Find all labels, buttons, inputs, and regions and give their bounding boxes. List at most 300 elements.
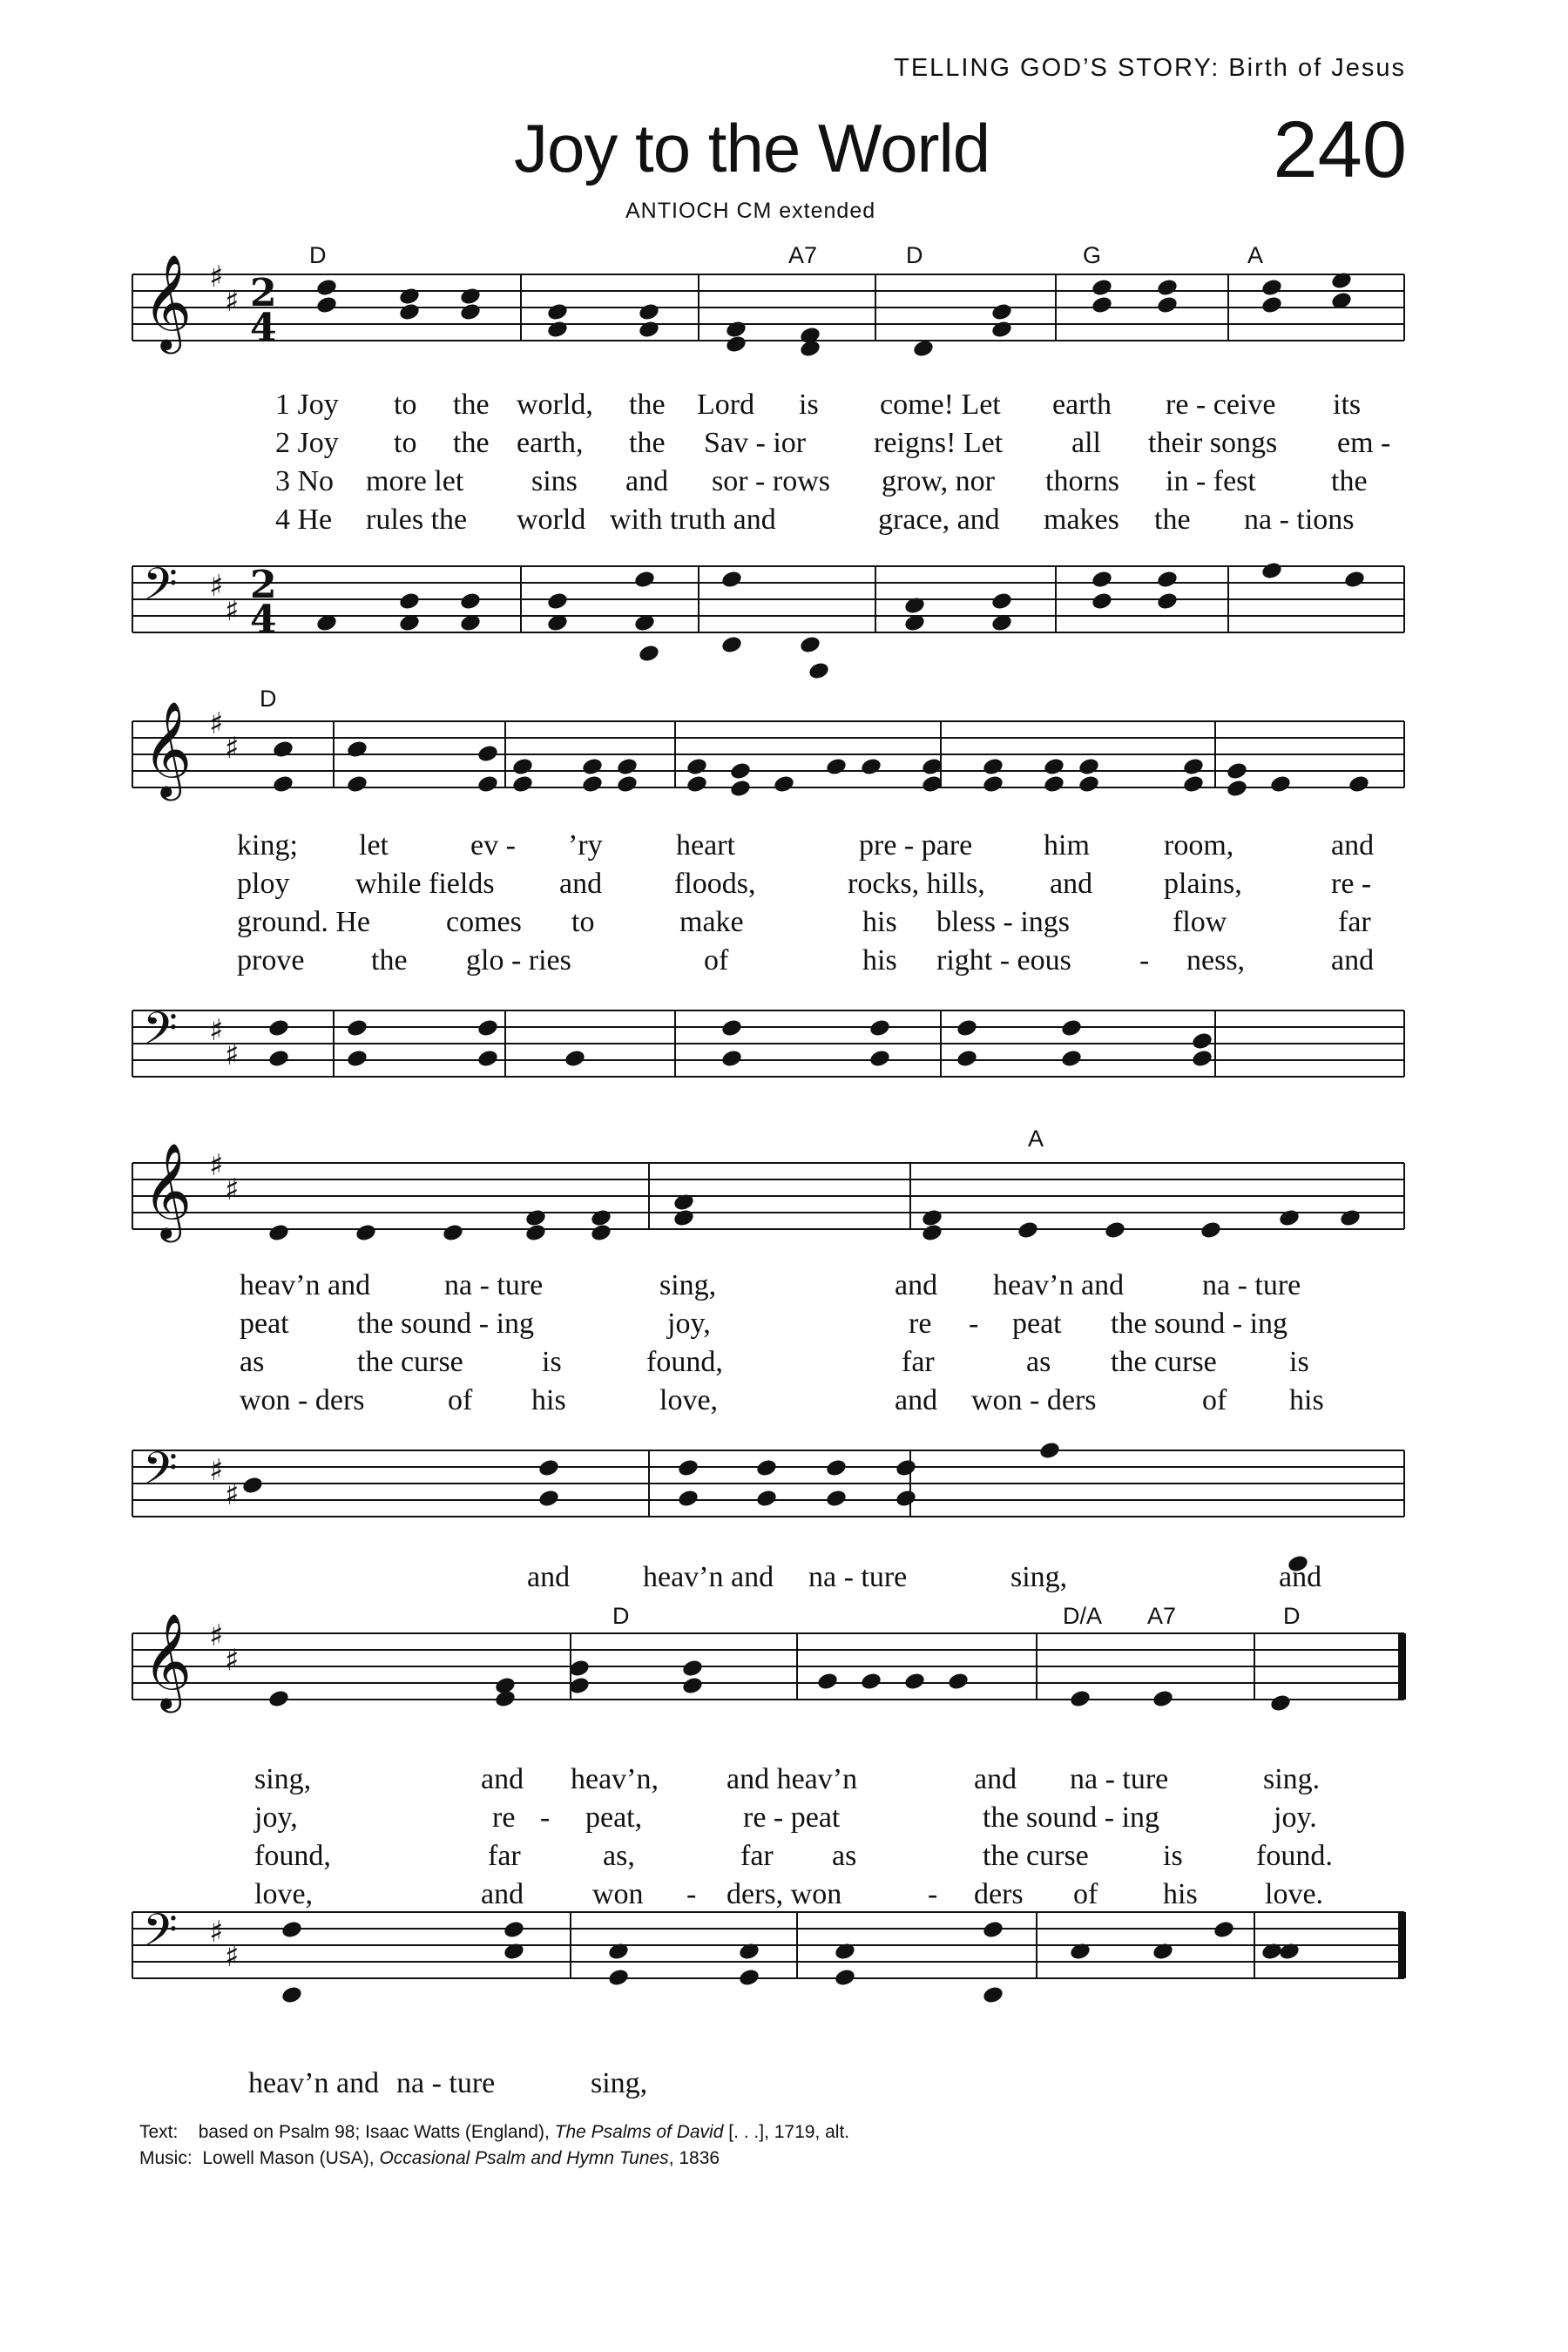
note-head: [346, 1048, 368, 1068]
lyric-syllable: and: [625, 465, 669, 497]
lyric-syllable: him: [1044, 829, 1090, 862]
lyric-syllable: ev -: [470, 829, 516, 862]
bass-clef-icon: 𝄢: [143, 558, 178, 621]
time-signature: 2: [250, 563, 277, 607]
lyric-syllable: sor - rows: [712, 465, 830, 497]
sharp-icon: ♯: [225, 1939, 240, 1974]
note-head: [1091, 569, 1113, 589]
note-head: [537, 1488, 560, 1508]
note-head: [564, 1048, 586, 1068]
note-head: [982, 1919, 1004, 1939]
note-head: [1069, 1941, 1092, 1961]
final-barline: [1398, 1633, 1406, 1700]
note-head: [1104, 1220, 1126, 1240]
note-head: [686, 756, 708, 776]
note-head: [638, 301, 660, 321]
section-header: TELLING GOD’S STORY: Birth of Jesus: [894, 54, 1406, 82]
note-head: [1348, 774, 1370, 794]
note-head: [825, 1457, 848, 1477]
lyric-syllable: his: [1163, 1878, 1198, 1910]
note-head: [720, 634, 743, 654]
lyric-syllable: and: [481, 1763, 524, 1795]
note-head: [738, 1967, 760, 1987]
bass-clef-icon: 𝄢: [143, 1442, 178, 1505]
note-head: [1260, 1941, 1283, 1961]
lyric-syllable: to: [394, 389, 417, 421]
sharp-icon: ♯: [209, 1619, 224, 1653]
lyric-syllable: heav’n,: [571, 1763, 659, 1795]
note-head: [681, 1658, 704, 1678]
lyric-syllable: heav’n and: [240, 1269, 371, 1301]
lyric-syllable: make: [679, 906, 744, 938]
note-head: [355, 1222, 377, 1242]
chord-symbol: A: [1247, 242, 1264, 268]
lyric-syllable: more let: [366, 465, 464, 497]
note-head: [1226, 778, 1248, 798]
lyric-syllable: and: [974, 1763, 1017, 1795]
note-head: [816, 1671, 839, 1691]
treble-clef-icon: 𝄞: [143, 1143, 193, 1239]
lyric-syllable: grace, and: [878, 504, 1000, 536]
note-head: [267, 1017, 290, 1037]
note-head: [267, 1048, 290, 1068]
lyric-syllable: of: [448, 1384, 473, 1416]
lyric-syllable: ground. He: [237, 906, 370, 938]
lyric-syllable: his: [862, 906, 897, 938]
bass-lyric: and: [1279, 1561, 1322, 1593]
lyric-syllable: rules the: [366, 504, 468, 536]
note-head: [1269, 774, 1292, 794]
note-head: [738, 1941, 760, 1961]
lyric-syllable: bless - ings: [936, 906, 1070, 938]
note-head: [633, 569, 656, 589]
chord-symbol: D: [906, 242, 923, 268]
note-head: [1078, 774, 1100, 794]
lyric-syllable: heav’n and: [993, 1269, 1125, 1301]
lyric-syllable: all: [1071, 427, 1101, 459]
lyric-syllable: 1 Joy: [275, 389, 339, 421]
time-signature: 4: [250, 598, 277, 642]
note-head: [241, 1475, 264, 1495]
lyric-syllable: na - ture: [444, 1269, 544, 1301]
note-head: [1182, 774, 1205, 794]
note-head: [607, 1941, 630, 1961]
lyric-syllable: and: [1050, 868, 1093, 900]
lyric-syllable: won - ders: [971, 1384, 1097, 1416]
final-barline: [1398, 1912, 1406, 1978]
note-head: [990, 319, 1013, 339]
bass-lyric: na - ture: [808, 1561, 908, 1593]
lyric-syllable: and: [1331, 944, 1375, 977]
treble-clef-icon: 𝄞: [143, 701, 193, 797]
note-head: [672, 1192, 695, 1212]
note-head: [677, 1457, 700, 1477]
credit-text: , 1836: [668, 2148, 720, 2168]
note-head: [1200, 1220, 1222, 1240]
lyric-syllable: of: [704, 944, 729, 977]
lyric-syllable: ’ry: [568, 829, 603, 862]
lyric-syllable: love.: [1265, 1878, 1324, 1910]
note-head: [921, 1207, 943, 1227]
sharp-icon: ♯: [209, 1148, 224, 1183]
note-head: [442, 1222, 464, 1242]
sharp-icon: ♯: [209, 706, 224, 741]
lyric-syllable: ploy: [237, 868, 290, 900]
note-head: [1191, 1048, 1213, 1068]
note-head: [686, 774, 708, 794]
lyric-syllable: and: [895, 1384, 938, 1416]
note-head: [947, 1671, 970, 1691]
note-head: [494, 1688, 517, 1708]
note-head: [860, 756, 882, 776]
note-head: [725, 319, 747, 339]
note-head: [511, 756, 534, 776]
note-head: [267, 1222, 290, 1242]
note-head: [1091, 591, 1113, 611]
time-signature: 4: [250, 306, 277, 350]
note-head: [729, 778, 752, 798]
note-head: [1343, 569, 1366, 589]
lyric-syllable: 4 He: [275, 504, 333, 536]
text-credit: [139, 2122, 849, 2143]
lyric-syllable: -: [1139, 944, 1150, 977]
lyric-syllable: to: [571, 906, 595, 938]
note-head: [1260, 294, 1283, 314]
note-head: [982, 774, 1004, 794]
bass-lyric: sing,: [1010, 1561, 1068, 1593]
sharp-icon: ♯: [209, 260, 224, 294]
lyric-syllable: -: [928, 1878, 938, 1910]
lyric-syllable: sing,: [659, 1269, 717, 1301]
note-head: [895, 1457, 917, 1477]
lyric-syllable: the: [453, 427, 490, 459]
sharp-icon: ♯: [225, 1477, 240, 1512]
lyric-syllable: plains,: [1164, 868, 1242, 900]
note-head: [1043, 774, 1065, 794]
lyric-syllable: as: [832, 1840, 857, 1872]
note-head: [476, 1017, 499, 1037]
note-head: [1091, 294, 1113, 314]
lyric-syllable: comes: [446, 906, 522, 938]
note-head: [921, 1222, 943, 1242]
note-head: [267, 1688, 290, 1708]
lyric-syllable: his: [531, 1384, 566, 1416]
note-head: [990, 591, 1013, 611]
lyric-syllable: -: [969, 1308, 979, 1340]
note-head: [895, 1488, 917, 1508]
note-head: [581, 756, 604, 776]
lyric-syllable: rocks, hills,: [848, 868, 985, 900]
note-head: [503, 1941, 525, 1961]
note-head: [903, 1671, 926, 1691]
note-head: [1060, 1017, 1083, 1037]
lyric-syllable: love,: [254, 1878, 314, 1910]
lyric-syllable: as: [240, 1346, 265, 1378]
note-head: [346, 739, 368, 759]
note-head: [990, 301, 1013, 321]
sharp-icon: ♯: [225, 1173, 240, 1207]
lyric-syllable: is: [1289, 1346, 1309, 1378]
lyric-syllable: king;: [237, 829, 298, 862]
note-head: [1269, 1693, 1292, 1713]
note-head: [315, 277, 338, 297]
credit-text: [. . .], 1719, alt.: [728, 2122, 850, 2142]
chord-symbol: D/A: [1063, 1603, 1103, 1629]
lyric-syllable: floods,: [674, 868, 756, 900]
hymn-number: 240: [1273, 105, 1407, 194]
credit-source-title: Occasional Psalm and Hymn Tunes: [379, 2148, 669, 2168]
note-head: [546, 319, 569, 339]
lyric-syllable: prove: [237, 944, 305, 977]
note-head: [825, 756, 848, 776]
lyric-syllable: makes: [1044, 504, 1119, 536]
note-head: [773, 774, 795, 794]
note-head: [1330, 270, 1353, 290]
lyric-syllable: ders: [974, 1878, 1024, 1910]
lyric-syllable: is: [542, 1346, 562, 1378]
note-head: [681, 1675, 704, 1695]
lyric-syllable: re: [909, 1308, 932, 1340]
note-head: [860, 1671, 882, 1691]
note-head: [799, 634, 821, 654]
lyric-syllable: the: [1154, 504, 1191, 536]
note-head: [1152, 1688, 1174, 1708]
lyric-syllable: reigns! Let: [874, 427, 1004, 459]
lyric-syllable: world,: [517, 389, 593, 421]
lyric-syllable: pre - pare: [859, 829, 973, 862]
lyric-syllable: and: [1331, 829, 1375, 862]
note-head: [459, 301, 482, 321]
note-head: [1278, 1207, 1301, 1227]
note-head: [1060, 1048, 1083, 1068]
note-head: [1152, 1941, 1174, 1961]
lyric-syllable: -: [540, 1801, 551, 1834]
note-head: [1091, 277, 1113, 297]
note-head: [808, 660, 830, 680]
chord-symbol: A7: [788, 242, 818, 268]
lyric-syllable: 2 Joy: [275, 427, 339, 459]
lyric-syllable: with truth and: [610, 504, 776, 536]
note-head: [1213, 1919, 1235, 1939]
lyric-syllable: found,: [254, 1840, 331, 1872]
lyric-syllable: found,: [646, 1346, 723, 1378]
note-head: [476, 774, 499, 794]
note-head: [280, 1984, 303, 2004]
note-head: [616, 774, 639, 794]
lyric-syllable: the: [371, 944, 408, 977]
sharp-icon: ♯: [209, 1453, 224, 1488]
credit-label: Music:: [139, 2148, 193, 2168]
note-head: [546, 301, 569, 321]
lyric-syllable: won - ders: [240, 1384, 365, 1416]
note-head: [1156, 591, 1179, 611]
note-head: [720, 1017, 743, 1037]
note-head: [476, 1048, 499, 1068]
note-head: [1278, 1941, 1301, 1961]
lyric-syllable: grow, nor: [882, 465, 995, 497]
note-head: [315, 294, 338, 314]
lyric-syllable: na - tions: [1244, 504, 1355, 536]
music-credit: [139, 2148, 720, 2169]
note-head: [1078, 756, 1100, 776]
lyric-syllable: the: [629, 389, 666, 421]
note-head: [1156, 569, 1179, 589]
lyric-syllable: em -: [1337, 427, 1391, 459]
lyric-syllable: to: [394, 427, 417, 459]
note-head: [581, 774, 604, 794]
lyric-syllable: peat: [240, 1308, 289, 1340]
note-head: [503, 1919, 525, 1939]
note-head: [1182, 756, 1205, 776]
note-head: [476, 743, 499, 763]
note-head: [729, 760, 752, 781]
note-head: [1339, 1207, 1362, 1227]
note-head: [398, 301, 421, 321]
note-head: [524, 1222, 547, 1242]
note-head: [638, 319, 660, 339]
lyric-syllable: let: [359, 829, 389, 862]
lyric-syllable: joy.: [1274, 1801, 1317, 1834]
note-head: [1191, 1031, 1213, 1051]
note-head: [956, 1017, 978, 1037]
lyric-syllable: glo - ries: [466, 944, 571, 977]
note-head: [672, 1207, 695, 1227]
note-head: [1226, 760, 1248, 781]
note-head: [280, 1919, 303, 1939]
lyric-syllable: re -: [1331, 868, 1372, 900]
credit-label: Text:: [139, 2122, 179, 2142]
lyric-syllable: far: [740, 1840, 774, 1872]
note-head: [1017, 1220, 1039, 1240]
lyric-syllable: peat,: [585, 1801, 643, 1834]
note-head: [638, 643, 660, 663]
note-head: [511, 774, 534, 794]
lyric-syllable: right - eous: [936, 944, 1071, 977]
note-head: [677, 1488, 700, 1508]
lyric-syllable: na - ture: [1202, 1269, 1301, 1301]
note-head: [398, 591, 421, 611]
note-head: [537, 1457, 560, 1477]
sharp-icon: ♯: [225, 731, 240, 766]
lyric-syllable: sing,: [254, 1763, 312, 1795]
note-head: [459, 591, 482, 611]
lyric-syllable: Lord: [697, 389, 755, 421]
credit-text: Lowell Mason (USA),: [202, 2148, 375, 2168]
lyric-syllable: found.: [1256, 1840, 1333, 1872]
hymn-title: Joy to the World: [514, 110, 990, 186]
lyric-syllable: is: [799, 389, 819, 421]
note-head: [868, 1017, 891, 1037]
lyric-syllable: joy,: [667, 1308, 711, 1340]
lyric-syllable: Sav - ior: [704, 427, 807, 459]
lyric-syllable: na - ture: [1070, 1763, 1169, 1795]
bass-clef-icon: 𝄢: [143, 1903, 178, 1967]
note-head: [398, 286, 421, 306]
note-head: [590, 1207, 612, 1227]
note-head: [755, 1457, 778, 1477]
note-head: [524, 1207, 547, 1227]
lyric-syllable: the curse: [1111, 1346, 1217, 1378]
note-head: [1156, 277, 1179, 297]
lyric-syllable: come! Let: [880, 389, 1001, 421]
note-head: [720, 569, 743, 589]
lyric-syllable: while fields: [355, 868, 495, 900]
sharp-icon: ♯: [209, 1013, 224, 1048]
time-signature: 2: [250, 271, 277, 315]
note-head: [725, 334, 747, 354]
lyric-syllable: far: [902, 1346, 935, 1378]
lyric-syllable: -: [686, 1878, 697, 1910]
tune-name: ANTIOCH CM extended: [625, 199, 876, 223]
sharp-icon: ♯: [225, 1643, 240, 1678]
lyric-syllable: 3 No: [275, 465, 335, 497]
note-head: [1043, 756, 1065, 776]
lyric-syllable: and heav’n: [727, 1763, 858, 1795]
note-head: [834, 1967, 856, 1987]
chord-symbol: D: [309, 242, 327, 268]
lyric-syllable: earth,: [517, 427, 584, 459]
lyric-syllable: of: [1202, 1384, 1227, 1416]
note-head: [982, 1984, 1004, 2004]
lyric-syllable: of: [1073, 1878, 1098, 1910]
lyric-syllable: the curse: [983, 1840, 1089, 1872]
chord-symbol: A7: [1147, 1603, 1177, 1629]
credit-text: based on Psalm 98; Isaac Watts (England),: [198, 2122, 550, 2142]
sharp-icon: ♯: [225, 1037, 240, 1072]
lyric-syllable: and: [559, 868, 603, 900]
lyric-syllable: flow: [1173, 906, 1227, 938]
bass-clef-icon: 𝄢: [143, 1002, 178, 1065]
lyric-syllable: and: [895, 1269, 938, 1301]
lyric-syllable: his: [1289, 1384, 1324, 1416]
note-head: [1260, 560, 1283, 580]
note-head: [459, 286, 482, 306]
lyric-syllable: as: [1026, 1346, 1051, 1378]
lyric-syllable: sins: [531, 465, 578, 497]
note-head: [1156, 294, 1179, 314]
lyric-syllable: joy,: [254, 1801, 298, 1834]
sharp-icon: ♯: [209, 1915, 224, 1950]
note-head: [272, 739, 294, 759]
sharp-icon: ♯: [225, 284, 240, 319]
lyric-syllable: the: [629, 427, 666, 459]
bass-lyric: heav’n and: [248, 2067, 380, 2099]
note-head: [982, 756, 1004, 776]
lyric-syllable: is: [1163, 1840, 1183, 1872]
note-head: [272, 774, 294, 794]
note-head: [720, 1048, 743, 1068]
lyric-syllable: peat: [1012, 1308, 1062, 1340]
lyric-syllable: won: [592, 1878, 644, 1910]
lyric-syllable: its: [1333, 389, 1362, 421]
credit-source-title: The Psalms of David: [554, 2122, 724, 2142]
lyric-syllable: his: [862, 944, 897, 977]
chord-symbol: G: [1083, 242, 1102, 268]
bass-lyric: na - ture: [396, 2067, 496, 2099]
lyric-syllable: and: [481, 1878, 524, 1910]
note-head: [346, 774, 368, 794]
bass-lyric: heav’n and: [643, 1561, 774, 1593]
note-head: [825, 1488, 848, 1508]
note-head: [616, 756, 639, 776]
lyric-syllable: room,: [1164, 829, 1234, 862]
lyric-syllable: re: [492, 1801, 516, 1834]
note-head: [607, 1967, 630, 1987]
note-head: [868, 1048, 891, 1068]
note-head: [834, 1941, 856, 1961]
lyric-syllable: the sound - ing: [357, 1308, 535, 1340]
lyric-syllable: sing.: [1263, 1763, 1321, 1795]
